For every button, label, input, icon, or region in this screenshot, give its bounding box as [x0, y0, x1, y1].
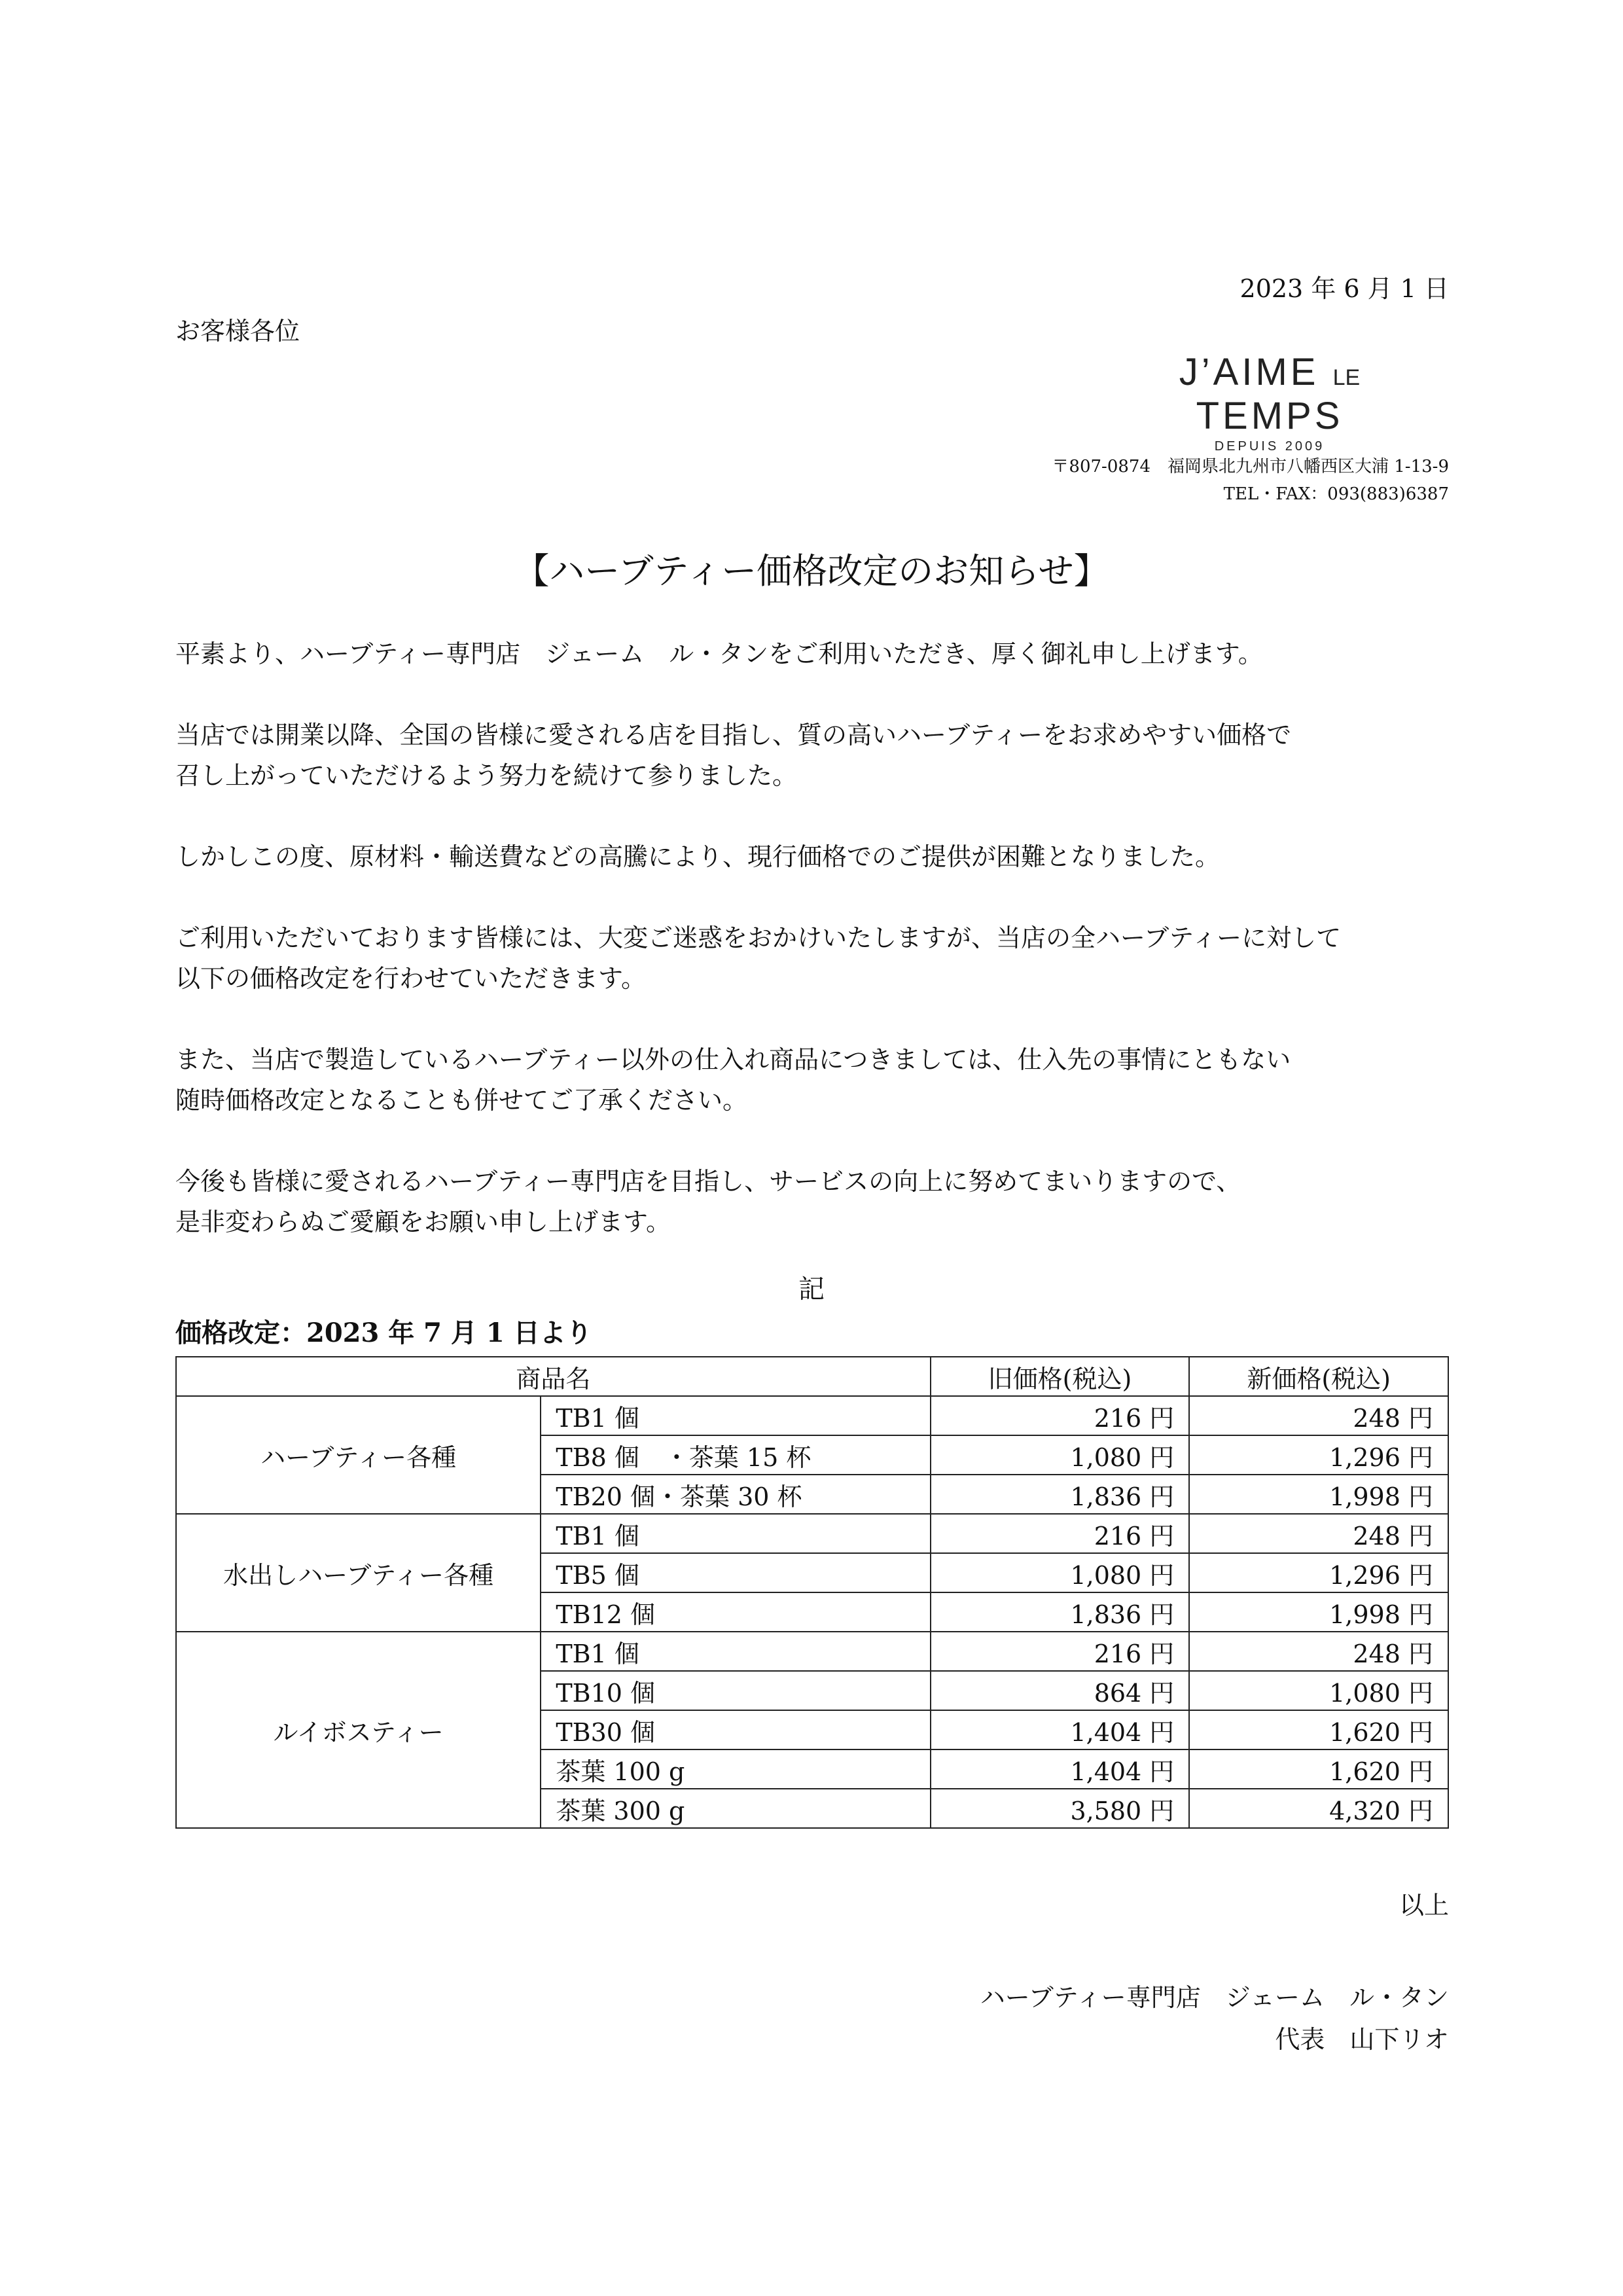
new-price-cell: 1,998 円: [1189, 1592, 1448, 1632]
old-price-cell: 864 円: [931, 1671, 1190, 1710]
new-price-cell: 4,320 円: [1189, 1789, 1448, 1828]
new-price-cell: 248 円: [1189, 1396, 1448, 1435]
paragraph: しかしこの度、原材料・輸送費などの高騰により、現行価格でのご提供が困難となりました。: [175, 842, 1221, 871]
old-price-cell: 1,836 円: [931, 1592, 1190, 1632]
table-row: [176, 1514, 1448, 1553]
new-price-cell: 1,296 円: [1189, 1435, 1448, 1475]
shop-logo: [1113, 350, 1427, 454]
old-price-cell: 1,080 円: [931, 1435, 1190, 1475]
new-price-cell: 248 円: [1189, 1632, 1448, 1671]
new-price-cell: 248 円: [1189, 1514, 1448, 1553]
closing-mark: 以上: [1399, 1891, 1449, 1920]
paragraph: ご利用いただいております皆様には、大変ご迷惑をおかけいたしますが、当店の全ハーブティーに対して 以下の価格改定を行わせていただきます。: [175, 924, 1342, 993]
header-old-price: 旧価格(税込): [931, 1357, 1190, 1396]
notice-title: 【ハーブティー価格改定のお知らせ】: [514, 550, 1109, 592]
item-cell: TB20 個・茶葉 30 杯: [541, 1475, 930, 1514]
category-cell: ルイボスティー: [176, 1632, 541, 1828]
old-price-cell: 3,580 円: [931, 1789, 1190, 1828]
new-price-cell: 1,620 円: [1189, 1710, 1448, 1749]
price-table: [175, 1356, 1449, 1829]
new-price-cell: 1,998 円: [1189, 1475, 1448, 1514]
new-price-cell: 1,620 円: [1189, 1749, 1448, 1789]
shop-tel-fax: TEL・FAX：093(883)6387: [1223, 484, 1449, 504]
item-cell: TB8 個 ・茶葉 15 杯: [541, 1435, 930, 1475]
item-cell: TB30 個: [541, 1710, 930, 1749]
item-cell: TB1 個: [541, 1396, 930, 1435]
signature-block: [980, 1977, 1449, 2060]
header-product: 商品名: [176, 1357, 931, 1396]
addressee: お客様各位: [175, 317, 300, 346]
item-cell: TB5 個: [541, 1553, 930, 1592]
notice-body: [175, 634, 1458, 1283]
effective-date: 価格改定：2023 年 7 月 1 日より: [175, 1318, 592, 1348]
header-new-price: 新価格(税込): [1189, 1357, 1448, 1396]
old-price-cell: 1,080 円: [931, 1553, 1190, 1592]
table-row: [176, 1632, 1448, 1671]
old-price-cell: 216 円: [931, 1632, 1190, 1671]
document-date: 2023 年 6 月 1 日: [1240, 274, 1449, 303]
old-price-cell: 216 円: [931, 1396, 1190, 1435]
item-cell: TB10 個: [541, 1671, 930, 1710]
category-cell: 水出しハーブティー各種: [176, 1514, 541, 1632]
new-price-cell: 1,080 円: [1189, 1671, 1448, 1710]
signature-representative: 代表 山下リオ: [1275, 2025, 1449, 2054]
item-cell: 茶葉 300 g: [541, 1789, 930, 1828]
old-price-cell: 1,404 円: [931, 1710, 1190, 1749]
logo-tagline: DEPUIS 2009: [1214, 439, 1325, 454]
item-cell: TB1 個: [541, 1632, 930, 1671]
signature-shop: ハーブティー専門店 ジェーム ル・タン: [980, 1983, 1449, 2012]
new-price-cell: 1,296 円: [1189, 1553, 1448, 1592]
item-cell: TB12 個: [541, 1592, 930, 1632]
shop-address-block: [1052, 453, 1449, 508]
paragraph: また、当店で製造しているハーブティー以外の仕入れ商品につきましては、仕入先の事情にともない 随時価格改定となることも併せてご了承ください。: [175, 1045, 1291, 1115]
item-cell: 茶葉 100 g: [541, 1749, 930, 1789]
paragraph: 平素より、ハーブティー専門店 ジェーム ル・タンをご利用いただき、厚く御礼申し上げます。: [175, 639, 1263, 668]
paragraph: 今後も皆様に愛されるハーブティー専門店を目指し、サービスの向上に努めてまいりますので、 是非変わらぬご愛顧をお願い申し上げます。: [175, 1167, 1241, 1236]
old-price-cell: 216 円: [931, 1514, 1190, 1553]
ki-heading: 記: [798, 1274, 825, 1304]
logo-wordmark: J’AIME LE TEMPS: [1179, 351, 1361, 437]
item-cell: TB1 個: [541, 1514, 930, 1553]
table-header-row: [176, 1357, 1448, 1396]
category-cell: ハーブティー各種: [176, 1396, 541, 1514]
shop-address: 〒807-0874 福岡県北九州市八幡西区大浦 1-13-9: [1052, 457, 1449, 476]
paragraph: 当店では開業以降、全国の皆様に愛される店を目指し、質の高いハーブティーをお求めやすい価格で 召し上がっていただけるよう努力を続けて参りました。: [175, 721, 1292, 790]
old-price-cell: 1,404 円: [931, 1749, 1190, 1789]
table-row: [176, 1396, 1448, 1435]
old-price-cell: 1,836 円: [931, 1475, 1190, 1514]
